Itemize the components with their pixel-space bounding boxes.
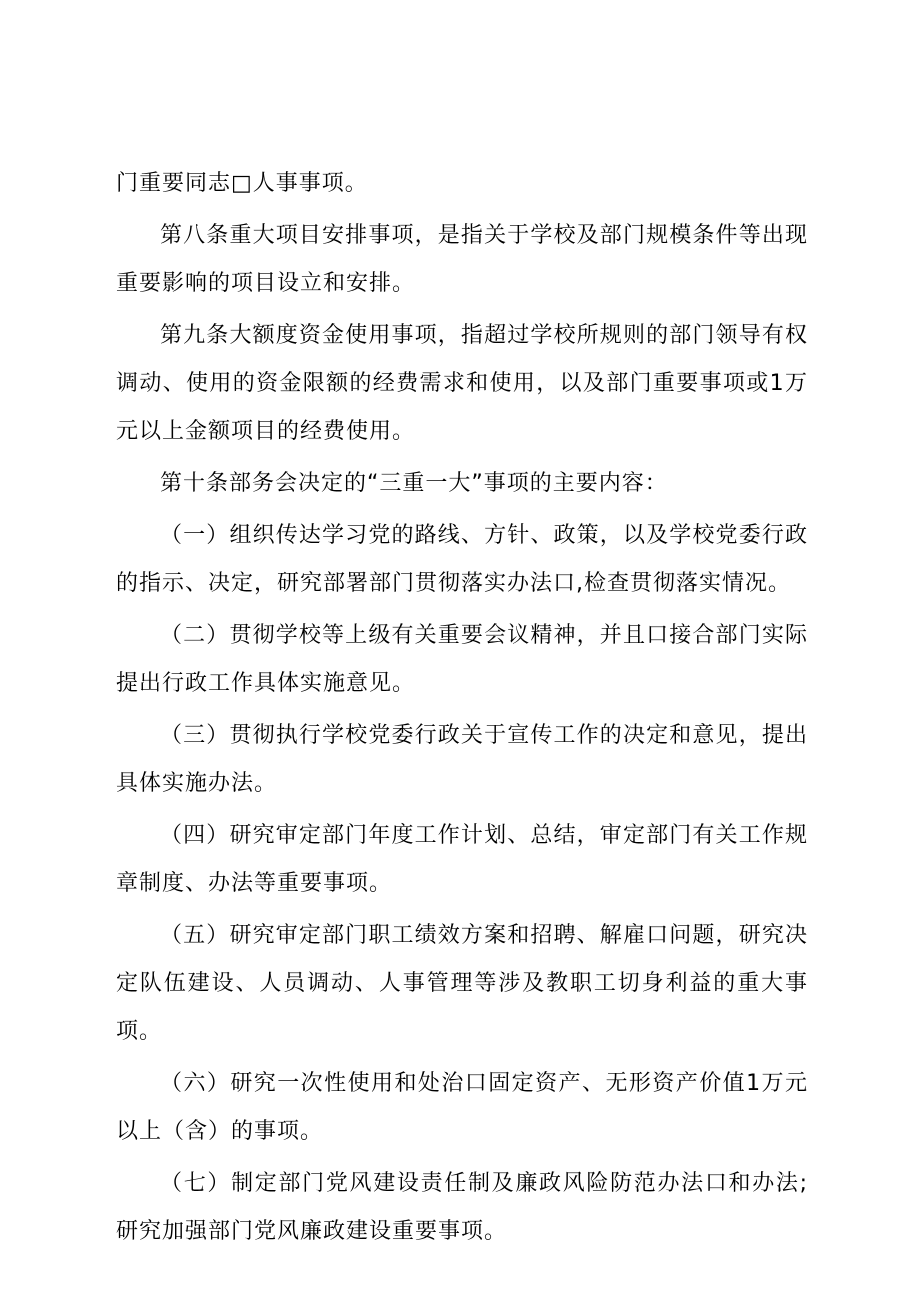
paragraph-item-1: （一）组织传达学习党的路线、方针、政策，以及学校党委行政的指示、决定，研究部署部门贯彻落实办法口,检查贯彻落实情况。: [116, 523, 808, 596]
paragraph-item-6: （六）研究一次性使用和处治口固定资产、无形资产价值1万元以上（含）的事项。: [116, 1071, 808, 1144]
paragraph-article-10: 第十条部务会决定的“三重一大”事项的主要内容：: [160, 471, 668, 496]
paragraph-continuation: 门重要同志□人事事项。: [116, 171, 368, 196]
paragraph-item-7: （七）制定部门党风建设责任制及廉政风险防范办法口和办法;研究加强部门党风廉政建设重要事项。: [116, 1171, 808, 1244]
paragraph-item-4: （四）研究审定部门年度工作计划、总结，审定部门有关工作规章制度、办法等重要事项。: [116, 823, 808, 896]
paragraph-item-2: （二）贯彻学校等上级有关重要会议精神，并且口接合部门实际提出行政工作具体实施意见。: [116, 623, 808, 696]
paragraph-article-9: 第九条大额度资金使用事项，指超过学校所规则的部门领导有权调动、使用的资金限额的经费需求和使用，以及部门重要事项或1万元以上金额项目的经费使用。: [116, 323, 808, 444]
paragraph-item-3: （三）贯彻执行学校党委行政关于宣传工作的决定和意见，提出具体实施办法。: [116, 723, 808, 796]
paragraph-article-8: 第八条重大项目安排事项，是指关于学校及部门规模条件等出现重要影响的项目设立和安排。: [116, 223, 808, 296]
document-body: [116, 160, 808, 1260]
paragraph-item-5: （五）研究审定部门职工绩效方案和招聘、解雇口问题，研究决定队伍建设、人员调动、人事管理等涉及教职工切身利益的重大事项。: [116, 923, 808, 1044]
